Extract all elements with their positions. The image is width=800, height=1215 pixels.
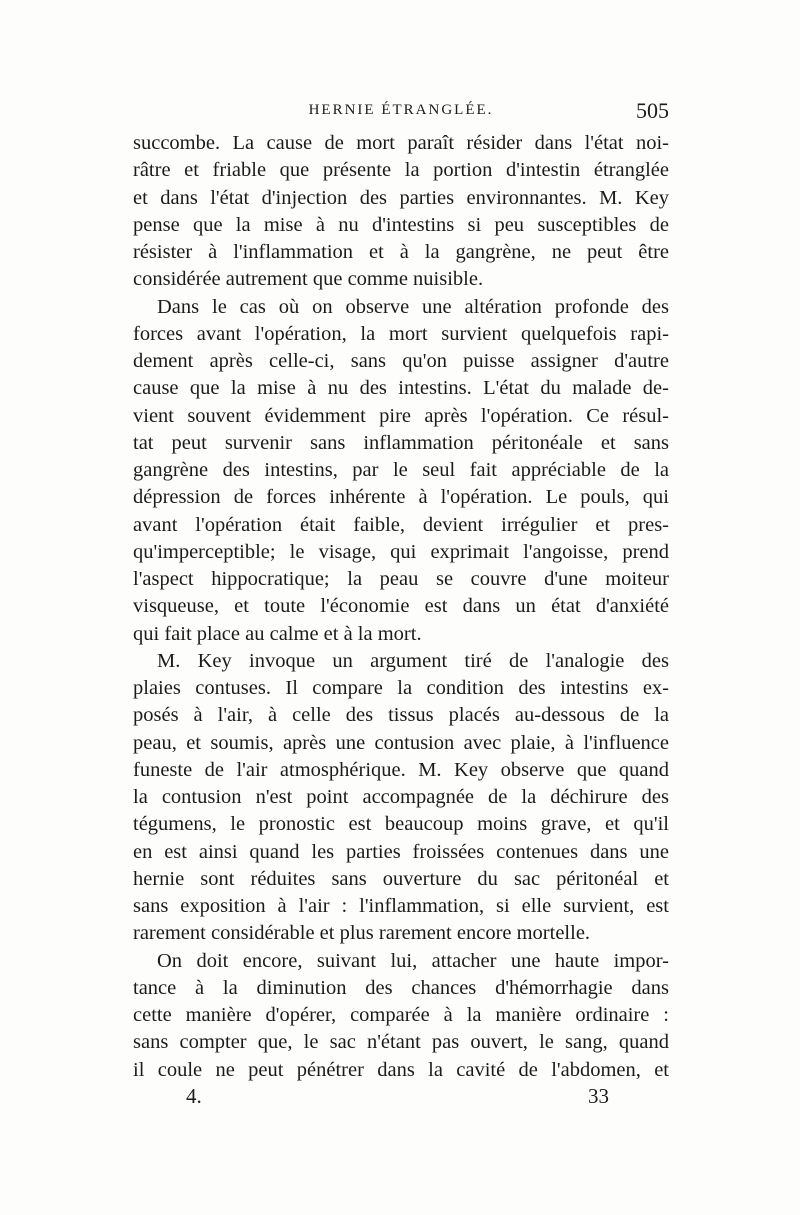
text-line: il coule ne peut pénétrer dans la cavité de l'abdomen, et bbox=[133, 1058, 669, 1081]
text-line: râtre et friable que présente la portion d'intestin étranglée bbox=[133, 159, 669, 182]
text-line: considérée autrement que comme nuisible. bbox=[133, 268, 484, 291]
text-line: plaies contuses. Il compare la condition des intestins ex- bbox=[133, 677, 669, 699]
text-line: tat peut survenir sans inflammation péritonéale et sans bbox=[133, 431, 669, 454]
text-line: avant l'opération était faible, devient irrégulier et pres- bbox=[133, 513, 669, 536]
text-line: posés à l'air, à celle des tissus placés au-dessous de la bbox=[133, 704, 669, 727]
text-line: hernie sont réduites sans ouverture du sac péritonéal et bbox=[133, 867, 669, 890]
text-line: tégumens, le pronostic est beaucoup moins grave, et qu'il bbox=[133, 813, 669, 836]
text-line: cette manière d'opérer, comparée à la manière ordinaire : bbox=[133, 1004, 669, 1026]
text-line: gangrène des intestins, par le seul fait appréciable de la bbox=[133, 459, 669, 481]
text-line: en est ainsi quand les parties froissées contenues dans une bbox=[133, 840, 669, 863]
text-line: rarement considérable et plus rarement encore mortelle. bbox=[133, 922, 591, 945]
paragraph-start-line: Dans le cas où on observe une altération profonde des bbox=[157, 295, 669, 318]
sheet-number: 33 bbox=[588, 1084, 609, 1108]
page-footer bbox=[133, 1084, 669, 1114]
text-line: peau, et soumis, après une contusion avec plaie, à l'influence bbox=[133, 731, 669, 754]
text-line: tance à la diminution des chances d'hémorrhagie dans bbox=[133, 976, 669, 999]
paragraph-start-line: M. Key invoque un argument tiré de l'analogie des bbox=[157, 649, 669, 672]
text-line: forces avant l'opération, la mort survient quelquefois rapi- bbox=[133, 322, 669, 345]
text-line: qui fait place au calme et à la mort. bbox=[133, 622, 422, 645]
text-line: et dans l'état d'injection des parties environnantes. M. Key bbox=[133, 186, 669, 209]
text-line: cause que la mise à nu des intestins. L'état du malade de- bbox=[133, 377, 669, 400]
text-line: succombe. La cause de mort paraît résider dans l'état noi- bbox=[133, 132, 669, 154]
signature-mark: 4. bbox=[186, 1084, 202, 1108]
text-line: dépression de forces inhérente à l'opération. Le pouls, qui bbox=[133, 486, 669, 509]
running-title: HERNIE ÉTRANGLÉE. bbox=[308, 102, 494, 118]
text-line: funeste de l'air atmosphérique. M. Key observe que quand bbox=[133, 758, 669, 781]
text-line: l'aspect hippocratique; la peau se couvre d'une moiteur bbox=[133, 568, 669, 590]
text-line: dement après celle-ci, sans qu'on puisse assigner d'autre bbox=[133, 350, 669, 372]
text-line: qu'imperceptible; le visage, qui exprimait l'angoisse, prend bbox=[133, 540, 669, 563]
page-number: 505 bbox=[636, 98, 669, 123]
text-line: sans exposition à l'air : l'inflammation, si elle survient, est bbox=[133, 895, 669, 917]
text-line: sans compter que, le sac n'étant pas ouvert, le sang, quand bbox=[133, 1031, 669, 1054]
text-line: la contusion n'est point accompagnée de la déchirure des bbox=[133, 786, 669, 808]
text-line: résister à l'inflammation et à la gangrène, ne peut être bbox=[133, 241, 669, 263]
text-line: visqueuse, et toute l'économie est dans un état d'anxiété bbox=[133, 595, 669, 618]
paragraph-start-line: On doit encore, suivant lui, attacher une haute impor- bbox=[157, 949, 669, 972]
text-line: vient souvent évidemment pire après l'opération. Ce résul- bbox=[133, 404, 669, 427]
running-header bbox=[133, 98, 669, 124]
body-text bbox=[133, 130, 669, 1084]
text-line: pense que la mise à nu d'intestins si peu susceptibles de bbox=[133, 213, 669, 236]
